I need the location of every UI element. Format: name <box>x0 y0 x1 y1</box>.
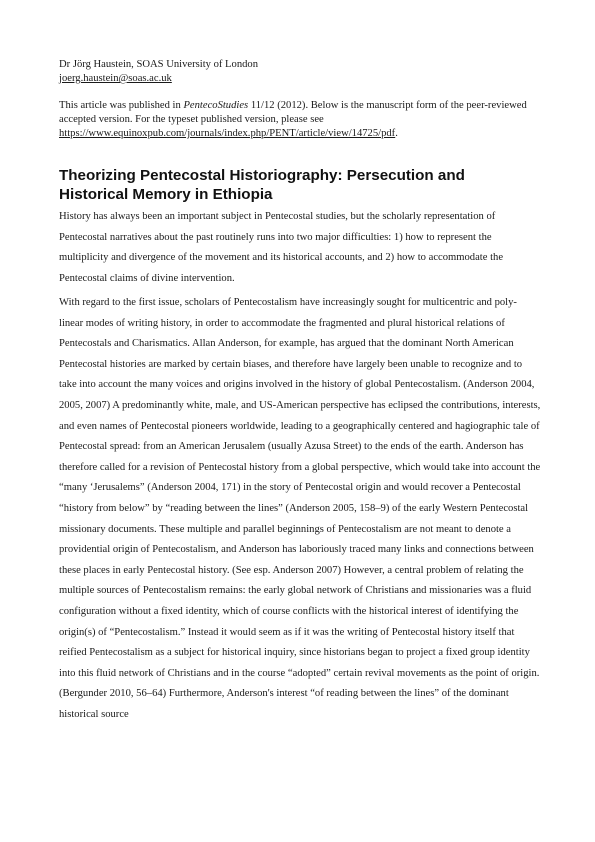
publication-note <box>59 99 549 141</box>
author-line: Dr Jörg Haustein, SOAS University of London <box>59 59 259 70</box>
publication-note-text: . <box>395 128 398 139</box>
article-title: Theorizing Pentecostal Historiography: Persecution and Historical Memory in Ethiopia <box>59 167 465 203</box>
publication-note-text: This article was published in <box>59 100 184 111</box>
paragraph-text: With regard to the first issue, scholars of Pentecostalism have increasingly sought for multicentric and poly-linear modes of writing history, in order to accommodate the fragmented and plural historical relations of Pentecostals and Charismatics. Allan Anderson, for example, has argued that the dominant North American Pentecostal histories are marked by certain biases, and therefore have largely been unable to recognize and to take into account the many voices and origins involved in the history of global Pentecostalism. (Anderson 2004, 2005, 2007) A predominantly white, male, and US-American perspective has eclipsed the contributions, interests, and even names of Pentecostal pioneers worldwide, leading to a geographically centered and hagiographic tale of Pentecostal spread: from an American Jerusalem (usually Azusa Street) to the ends of the earth. Anderson has therefore called for a revision of Pentecostal history from a global perspective, which would take into account the “many ‘Jerusalems” (Anderson 2004, 171) in the story of Pentecostal origin and would recover a Pentecostal “history from below” by “reading between the lines” (Anderson 2005, 158–9) of the early Western Pentecostal missionary documents. These multiple and parallel beginnings of Pentecostalism are not meant to denote a providential origin of Pentecostalism, and Anderson has laboriously traced many links and connections between these places in early Pentecostal history. (See esp. Anderson 2007) However, a central problem of relating the multiple sources of Pentecostalism remains: the early global network of Christians and missionaries was a fluid configuration without a fixed identity, which of course conflicts with the historical interest of identifying the origin(s) of “Pentecostalism.” Instead it would seem as if it was the writing of Pentecostal history itself that reified Pentecostalism as a subject for historical inquiry, since historians began to project a fixed group identity into this fluid network of Christians and in the course “adopted” certain revival movements as the point of origin. (Bergunder 2010, 56–64) Furthermore, Anderson's interest “of reading between the lines” of the dominant historical source <box>59 297 541 720</box>
publication-note-text: 11/12 (2012). Below is the manuscript form of the peer-reviewed accepted version. For the typeset published version, please see <box>59 100 527 125</box>
journal-name: PentecoStudies <box>183 100 249 111</box>
paragraph-text: History has always been an important subject in Pentecostal studies, but the scholarly representation of Pentecostal narratives about the past routinely runs into two major difficulties: 1) how to represent the multiplicity and divergence of the movement and its historical accounts, and 2) how to accommodate the Pentecostal claims of divine intervention. <box>59 211 504 284</box>
body-paragraph <box>59 207 541 289</box>
author-email-link[interactable]: joerg.haustein@soas.ac.uk <box>59 73 172 84</box>
published-version-link[interactable]: https://www.equinoxpub.com/journals/index.php/PENT/article/view/14725/pdf <box>59 128 396 139</box>
body-paragraph <box>59 293 541 725</box>
